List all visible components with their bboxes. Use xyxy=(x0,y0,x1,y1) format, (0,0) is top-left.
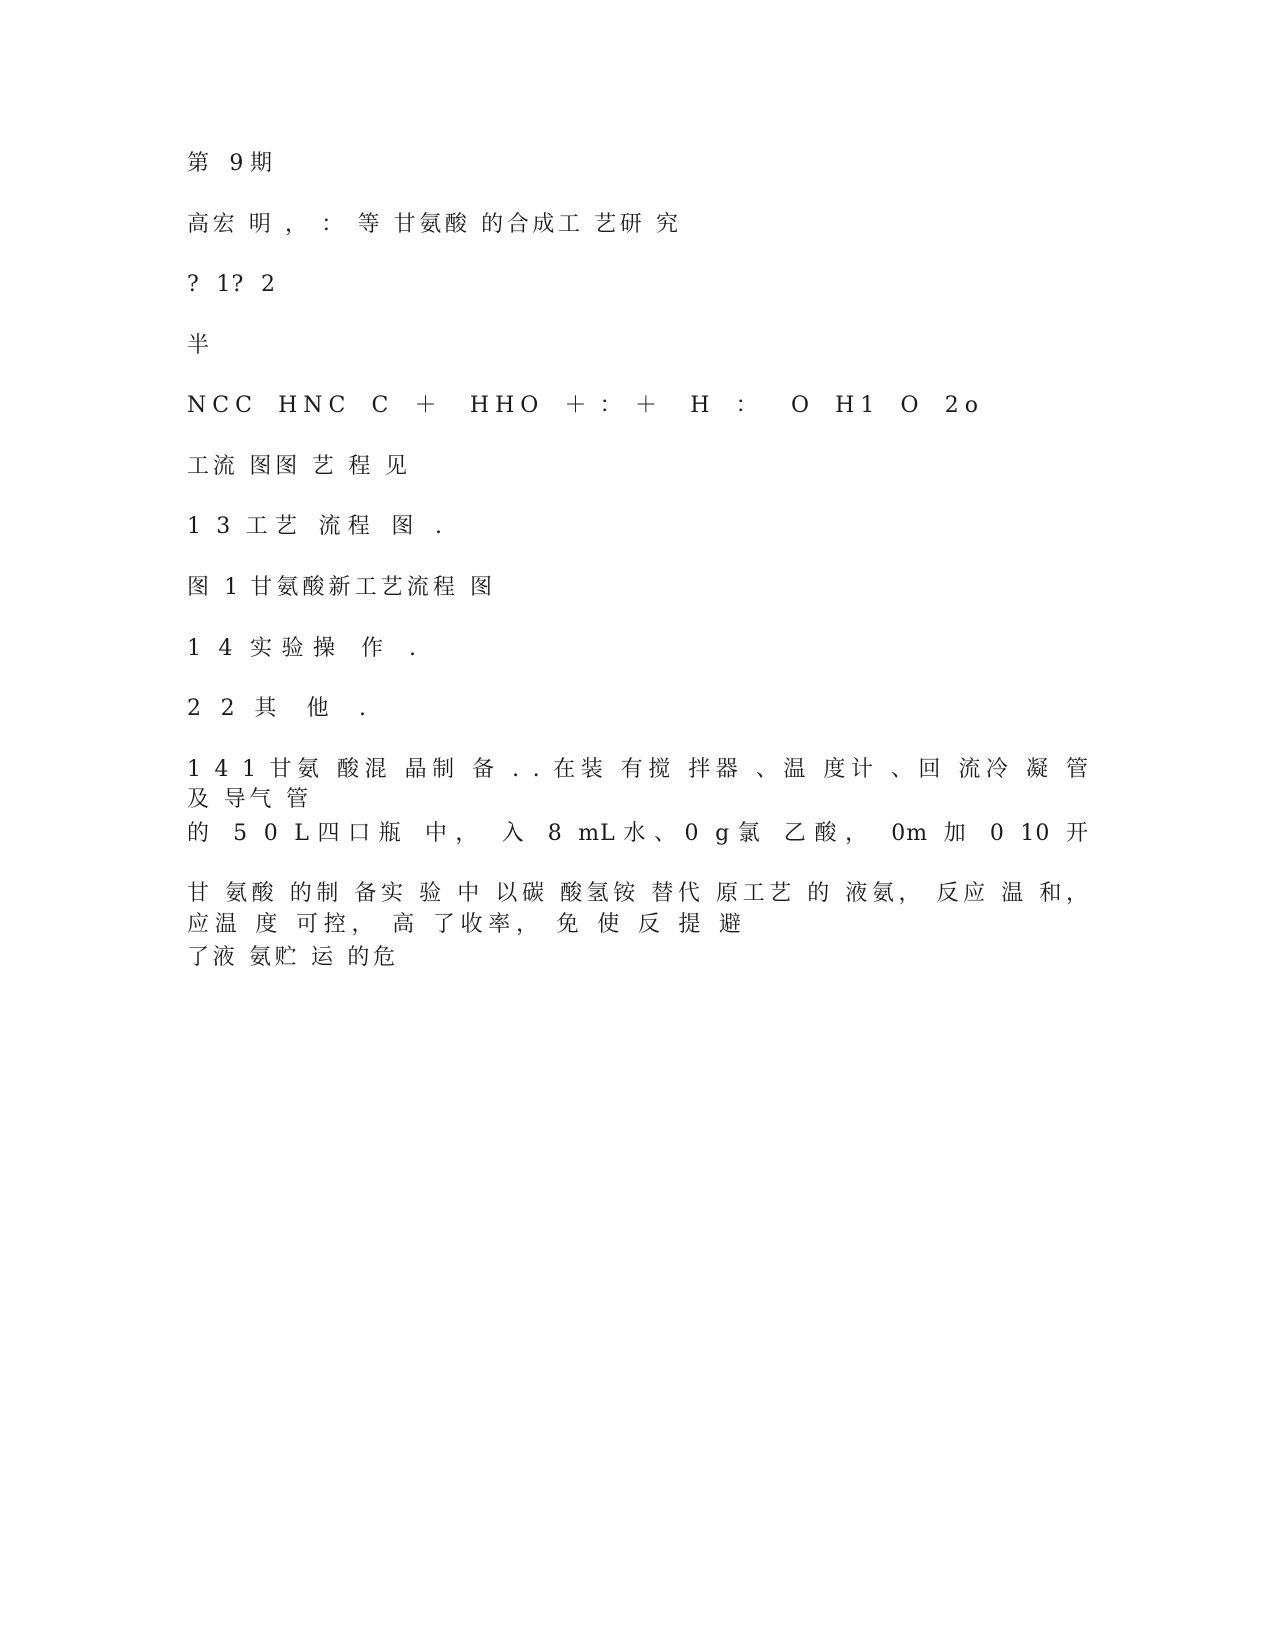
text-fragment: 半 xyxy=(187,333,211,358)
section-heading-1-3: 1 3 工艺 流程 图 . xyxy=(187,514,443,539)
conclusion-line: 了液 氨贮 运 的危 xyxy=(187,945,396,970)
running-title: 高宏 明 ， ： 等 甘氨酸 的合成工 艺研 究 xyxy=(187,212,679,237)
conclusion-line: 应温 度 可控， 高 了收率， 免 使 反 提 避 xyxy=(187,912,742,937)
paragraph-line: 及 导气 管 xyxy=(187,787,309,812)
paragraph-line: 1 4 1 甘氨 酸混 晶制 备 . . 在装 有搅 拌器 、温 度计 、回 流冷 凝 管 xyxy=(187,757,1089,782)
paragraph-line: 的 5 0 L四口瓶 中， 入 8 mL水、0 g氯 乙酸， 0m 加 0 10 开 xyxy=(187,821,1089,846)
issue-number: 第 9期 xyxy=(187,151,273,176)
conclusion-line: 甘 氨酸 的制 备实 验 中 以碳 酸氢铵 替代 原工艺 的 液氨， 反应 温 和， xyxy=(187,881,1089,906)
chemical-equation: NCC HNC C ＋ HHO ＋：＋ H ： O H1 O 2o xyxy=(187,393,984,418)
section-heading-1-4: 1 4 实验操 作 . xyxy=(187,636,417,661)
equation-label: ? 1? 2 xyxy=(187,272,276,297)
section-heading-2-2: 2 2 其 他 . xyxy=(187,696,367,721)
flow-reference: 工流 图图 艺 程 见 xyxy=(187,454,408,479)
figure-caption: 图 1 甘氨酸新工艺流程 图 xyxy=(187,575,493,600)
